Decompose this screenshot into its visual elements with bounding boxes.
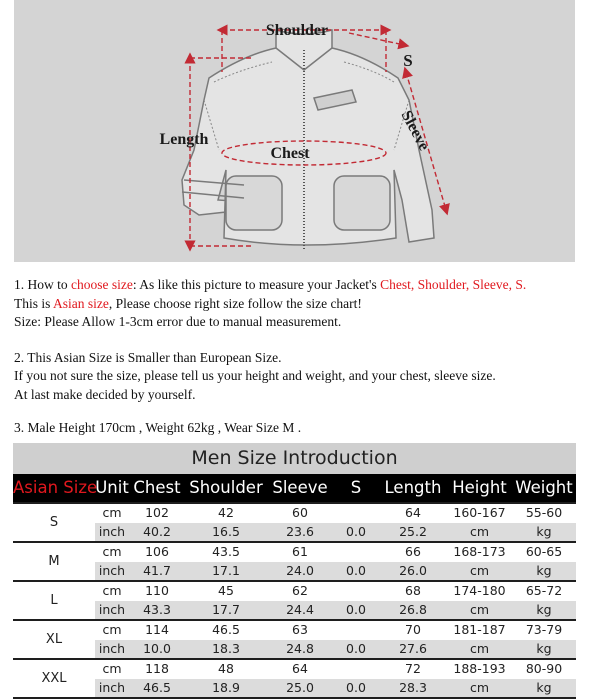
cell-sleeve: 62 [292, 583, 308, 598]
cell-chest: 110 [145, 583, 169, 598]
table-row-cm [95, 660, 576, 679]
cell-height: 174-180 [453, 583, 506, 598]
cell-weight: kg [536, 601, 552, 617]
cell-s [333, 543, 379, 562]
table-header-row [13, 474, 576, 502]
table-row-inch [95, 562, 576, 581]
cell-weight: 65-72 [525, 583, 563, 598]
cell-s: 0.0 [346, 523, 366, 539]
size-group-row [13, 619, 576, 658]
cell-shoulder: 16.5 [212, 523, 240, 539]
cell-shoulder: 42 [218, 505, 234, 520]
cell-weight: 80-90 [525, 661, 563, 676]
cell-weight: kg [536, 562, 552, 578]
note-line-3: Size: Please Allow 1-3cm error due to manual measurement. [14, 314, 342, 329]
note-line-7: 3. Male Height 170cm , Weight 62kg , Wear Size M . [14, 420, 302, 435]
cell-s: 0.0 [346, 562, 366, 578]
table-row-inch [95, 601, 576, 620]
note-text: , Please choose right size follow the size chart! [108, 295, 362, 311]
table-title: Men Size Introduction [13, 443, 576, 474]
cell-s: 0.0 [346, 640, 366, 656]
table-row-cm [95, 621, 576, 640]
cell-length: 27.6 [399, 640, 427, 656]
cell-shoulder: 17.7 [212, 601, 240, 617]
cell-s: 0.0 [346, 601, 366, 617]
length-label: Length [159, 131, 209, 148]
cell-s [333, 504, 379, 523]
cell-length: 64 [405, 505, 421, 520]
cell-length: 68 [405, 583, 421, 598]
note-highlight: choose size [71, 277, 133, 292]
cell-height: 181-187 [453, 622, 506, 637]
size-group-row [13, 658, 576, 699]
cell-chest: 40.2 [143, 523, 171, 539]
table-row-inch [95, 679, 576, 698]
note-line-4: 2. This Asian Size is Smaller than European Size. [14, 349, 282, 365]
cell-shoulder: 45 [218, 583, 234, 598]
cell-s [333, 660, 379, 679]
sizing-notes [14, 276, 580, 438]
header-chest: Chest [133, 478, 181, 497]
cell-height: cm [469, 523, 490, 539]
size-label-cell: XXL [13, 660, 95, 697]
cell-unit: inch [98, 562, 126, 578]
cell-weight: 73-79 [525, 622, 563, 637]
cell-unit: inch [98, 679, 126, 695]
header-unit: Unit [95, 478, 129, 497]
cell-sleeve: 64 [292, 661, 308, 676]
cell-height: 188-193 [453, 661, 506, 676]
s-label: S [403, 51, 413, 70]
cell-sleeve: 24.8 [286, 640, 314, 656]
cell-sleeve: 25.0 [286, 679, 314, 695]
cell-unit: inch [98, 523, 126, 539]
table-row-cm [95, 582, 576, 601]
note-line-2 [14, 295, 580, 314]
cell-weight: kg [536, 679, 552, 695]
header-length: Length [384, 478, 442, 497]
cell-unit: cm [102, 622, 122, 637]
header-s: S [350, 478, 362, 497]
note-line-5: If you not sure the size, please tell us your height and weight, and your chest, sleeve size. [14, 368, 496, 383]
jacket-shape [182, 30, 434, 245]
header-shoulder: Shoulder [189, 478, 263, 497]
cell-sleeve: 24.4 [286, 601, 314, 617]
note-text: : As like this picture to measure your Jacket's [132, 277, 381, 292]
cell-unit: cm [102, 661, 122, 676]
size-label-cell: L [13, 582, 95, 619]
cell-length: 25.2 [399, 523, 427, 539]
note-highlight: Asian size [53, 295, 109, 311]
note-text: This is [14, 295, 54, 311]
table-row-cm [95, 543, 576, 562]
note-line-1 [14, 276, 580, 295]
note-highlight: Chest, Shoulder, Sleeve, S. [380, 277, 527, 292]
cell-shoulder: 48 [218, 661, 234, 676]
cell-chest: 46.5 [143, 679, 171, 695]
jacket-illustration [14, 0, 575, 262]
cell-length: 66 [405, 544, 421, 559]
cell-length: 28.3 [399, 679, 427, 695]
cell-chest: 10.0 [143, 640, 171, 656]
header-sleeve: Sleeve [272, 478, 328, 497]
cell-height: 160-167 [453, 505, 506, 520]
cell-height: 168-173 [453, 544, 506, 559]
size-group-row [13, 502, 576, 541]
cell-length: 70 [405, 622, 421, 637]
cell-height: cm [469, 679, 490, 695]
cell-shoulder: 18.3 [212, 640, 240, 656]
cell-sleeve: 23.6 [286, 523, 314, 539]
cell-unit: inch [98, 640, 126, 656]
table-row-cm [95, 504, 576, 523]
cell-sleeve: 24.0 [286, 562, 314, 578]
cell-weight: 60-65 [525, 544, 563, 559]
cell-s [333, 582, 379, 601]
cell-sleeve: 61 [292, 544, 308, 559]
sleeve-label: Sleeve [397, 107, 433, 154]
cell-chest: 43.3 [143, 601, 171, 617]
cell-height: cm [469, 562, 490, 578]
cell-height: cm [469, 640, 490, 656]
header-weight: Weight [515, 478, 573, 497]
cell-weight: 55-60 [525, 505, 563, 520]
cell-length: 72 [405, 661, 421, 676]
table-row-inch [95, 523, 576, 542]
cell-chest: 118 [145, 661, 169, 676]
cell-unit: cm [102, 583, 122, 598]
shoulder-label: Shoulder [265, 22, 329, 39]
cell-chest: 102 [145, 505, 169, 520]
cell-length: 26.0 [399, 562, 427, 578]
table-row-inch [95, 640, 576, 659]
size-group-row [13, 541, 576, 580]
note-text: 1. How to [14, 277, 71, 292]
cell-unit: cm [102, 505, 122, 520]
table-body [13, 502, 576, 699]
cell-s: 0.0 [346, 679, 366, 695]
note-line-6: At last make decided by yourself. [14, 386, 196, 402]
cell-shoulder: 43.5 [212, 544, 240, 559]
cell-chest: 41.7 [143, 562, 171, 578]
size-label-cell: M [13, 543, 95, 580]
cell-shoulder: 18.9 [212, 679, 240, 695]
cell-weight: kg [536, 523, 552, 539]
cell-unit: inch [98, 601, 126, 617]
cell-sleeve: 60 [292, 505, 308, 520]
cell-weight: kg [536, 640, 552, 656]
header-height: Height [452, 478, 507, 497]
cell-shoulder: 17.1 [212, 562, 240, 578]
cell-unit: cm [102, 544, 122, 559]
cell-height: cm [469, 601, 490, 617]
size-label-cell: S [13, 504, 95, 541]
cell-sleeve: 63 [292, 622, 308, 637]
size-chart-table [13, 443, 576, 699]
size-label-cell: XL [13, 621, 95, 658]
cell-chest: 106 [145, 544, 169, 559]
cell-chest: 114 [145, 622, 169, 637]
size-group-row [13, 580, 576, 619]
cell-shoulder: 46.5 [212, 622, 240, 637]
cell-s [333, 621, 379, 640]
header-asian-size: Asian Size [13, 478, 98, 497]
cell-length: 26.8 [399, 601, 427, 617]
chest-label: Chest [270, 145, 310, 162]
jacket-measurement-diagram [14, 0, 575, 262]
